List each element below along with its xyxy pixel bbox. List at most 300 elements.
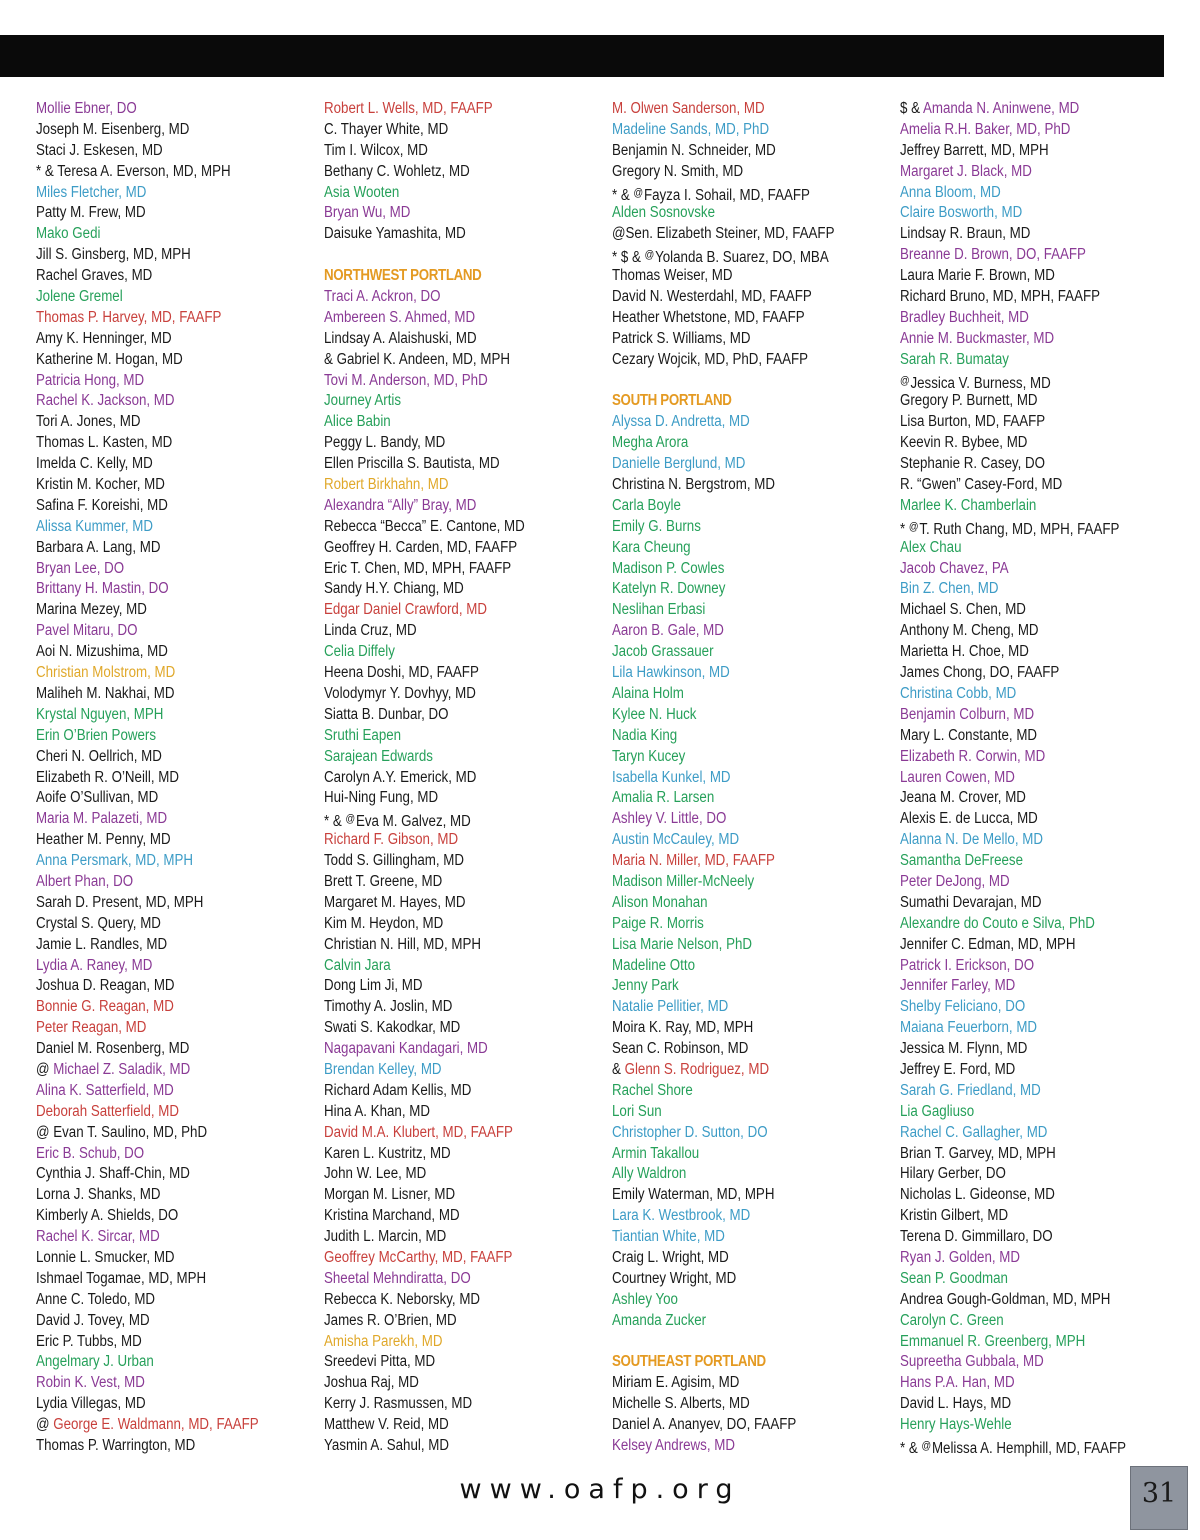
- member-name: Jennifer C. Edman, MD, MPH: [900, 935, 1076, 953]
- member-name: Tori A. Jones, MD: [36, 413, 141, 431]
- member-name: Timothy A. Joslin, MD: [324, 998, 453, 1016]
- member-name: Joshua Raj, MD: [324, 1374, 419, 1392]
- member-name: Emmanuel R. Greenberg, MPH: [900, 1332, 1086, 1350]
- section-spacer: [612, 1332, 857, 1353]
- member-name-entry: [612, 308, 857, 329]
- member-name: Crystal S. Query, MD: [36, 914, 161, 932]
- member-name-entry: [900, 1206, 1145, 1227]
- member-name-entry: [324, 287, 569, 308]
- member-name-entry: [36, 956, 281, 977]
- member-name-entry: [324, 412, 569, 433]
- member-name: Ashley Yoo: [612, 1290, 678, 1308]
- member-name-entry: [36, 935, 281, 956]
- member-name-entry: [36, 747, 281, 768]
- member-name-entry: [612, 1373, 857, 1394]
- member-name: Amanda Zucker: [612, 1311, 707, 1329]
- member-name-entry: [36, 496, 281, 517]
- member-name: Geoffrey H. Carden, MD, FAAFP: [324, 538, 518, 556]
- member-name: Gregory P. Burnett, MD: [900, 392, 1038, 410]
- member-name: John W. Lee, MD: [324, 1165, 427, 1183]
- member-name-entry: [36, 433, 281, 454]
- member-name: Aoife O’Sullivan, MD: [36, 789, 159, 807]
- member-name: Lydia Villegas, MD: [36, 1395, 146, 1413]
- page-number: 31: [1130, 1466, 1188, 1530]
- member-name: Yasmin A. Sahul, MD: [324, 1437, 449, 1454]
- member-name: Stephanie R. Casey, DO: [900, 455, 1045, 473]
- member-name-entry: [36, 1248, 281, 1269]
- member-name-entry: [612, 705, 857, 726]
- member-name-entry: [36, 726, 281, 747]
- section-heading: [612, 1352, 857, 1373]
- member-name-entry: [612, 1144, 857, 1165]
- member-name: Sarah G. Friedland, MD: [900, 1081, 1041, 1099]
- member-name: Albert Phan, DO: [36, 872, 134, 890]
- member-name-entry: [36, 308, 281, 329]
- member-name: Jeana M. Crover, MD: [900, 789, 1026, 807]
- member-name: Mollie Ebner, DO: [36, 100, 137, 117]
- member-name: Laura Marie F. Brown, MD: [900, 267, 1055, 285]
- member-name-entry: [36, 872, 281, 893]
- member-name-entry: [36, 475, 281, 496]
- member-name: Paige R. Morris: [612, 914, 704, 932]
- member-name: Lia Gagliuso: [900, 1102, 975, 1120]
- member-name: * & Teresa A. Everson, MD, MPH: [36, 162, 231, 180]
- member-column-2: [324, 99, 609, 1457]
- member-name-entry: [36, 245, 281, 266]
- member-name-entry: [324, 893, 569, 914]
- member-name: Morgan M. Lisner, MD: [324, 1186, 456, 1204]
- member-name: Rachel C. Gallagher, MD: [900, 1123, 1048, 1141]
- member-name-entry: [36, 1394, 281, 1415]
- member-name: & Gabriel K. Andeen, MD, MPH: [324, 350, 510, 368]
- member-name-entry: [324, 1373, 569, 1394]
- member-name: Rachel Shore: [612, 1081, 693, 1099]
- member-name: Andrea Gough-Goldman, MD, MPH: [900, 1290, 1111, 1308]
- section-spacer: [612, 371, 857, 392]
- member-name: Henry Hays-Wehle: [900, 1416, 1012, 1434]
- member-name: Jeffrey E. Ford, MD: [900, 1060, 1016, 1078]
- member-name-entry: [36, 287, 281, 308]
- member-name: Jacob Chavez, PA: [900, 559, 1009, 577]
- member-name: Sruthi Eapen: [324, 726, 402, 744]
- member-name-entry: [612, 747, 857, 768]
- member-name: Patricia Hong, MD: [36, 371, 145, 389]
- member-name-entry: [324, 538, 569, 559]
- member-name-entry: [900, 454, 1145, 475]
- section-heading-text: SOUTHEAST PORTLAND: [612, 1353, 766, 1371]
- member-name: Lindsay R. Braun, MD: [900, 225, 1031, 243]
- member-name-entry: [612, 1018, 857, 1039]
- member-name-entry: [324, 1018, 569, 1039]
- member-name: Claire Bosworth, MD: [900, 204, 1023, 222]
- member-name-entry: [612, 203, 857, 224]
- member-name: Kerry J. Rasmussen, MD: [324, 1395, 473, 1413]
- member-name: Danielle Berglund, MD: [612, 455, 746, 473]
- member-name: Amisha Parekh, MD: [324, 1332, 443, 1350]
- member-name: Madison P. Cowles: [612, 559, 725, 577]
- member-name: Brian T. Garvey, MD, MPH: [900, 1144, 1056, 1162]
- member-name-entry: [612, 99, 857, 120]
- member-name: Christopher D. Sutton, DO: [612, 1123, 768, 1141]
- member-name-entry: [36, 266, 281, 287]
- member-name: Eric B. Schub, DO: [36, 1144, 145, 1162]
- member-name: Volodymyr Y. Dovhyy, MD: [324, 684, 476, 702]
- member-name: Carolyn A.Y. Emerick, MD: [324, 768, 477, 786]
- website-url[interactable]: www.oafp.org: [459, 1474, 741, 1505]
- member-name: Robert L. Wells, MD, FAAFP: [324, 100, 493, 117]
- member-name-entry: [900, 1164, 1145, 1185]
- member-name-entry: [324, 120, 569, 141]
- member-name: Hina A. Khan, MD: [324, 1102, 430, 1120]
- member-name: Miriam E. Agisim, MD: [612, 1374, 740, 1392]
- member-name: Sheetal Mehndiratta, DO: [324, 1269, 471, 1287]
- member-name: Katherine M. Hogan, MD: [36, 350, 183, 368]
- member-name-entry: [612, 872, 857, 893]
- member-name-entry: [324, 141, 569, 162]
- member-name-entry: [612, 287, 857, 308]
- member-name: Rebecca “Becca” E. Cantone, MD: [324, 517, 525, 535]
- member-name: Margaret M. Hayes, MD: [324, 893, 466, 911]
- member-name-entry: [324, 1206, 569, 1227]
- member-name: James R. O’Brien, MD: [324, 1311, 457, 1329]
- member-name-entry: [900, 538, 1145, 559]
- member-name: Elizabeth R. O’Neill, MD: [36, 768, 179, 786]
- member-name-entry: [36, 162, 281, 183]
- member-name-entry: [900, 99, 1145, 120]
- member-name: Megha Arora: [612, 434, 689, 452]
- member-name-entry: [612, 1164, 857, 1185]
- member-name: Peter DeJong, MD: [900, 872, 1010, 890]
- member-name-entry: [36, 391, 281, 412]
- member-name: Alissa Kummer, MD: [36, 517, 154, 535]
- member-name-entry: [324, 475, 569, 496]
- member-name: Anthony M. Cheng, MD: [900, 622, 1039, 640]
- member-name-entry: [900, 224, 1145, 245]
- member-name-entry: [324, 329, 569, 350]
- member-name-entry: [324, 1039, 569, 1060]
- member-name: Thomas P. Warrington, MD: [36, 1437, 196, 1454]
- member-name: Safina F. Koreishi, MD: [36, 496, 168, 514]
- member-name: Christian Molstrom, MD: [36, 664, 176, 682]
- member-name-entry: [36, 350, 281, 371]
- member-name-entry: [36, 224, 281, 245]
- member-name-entry: [612, 663, 857, 684]
- member-name: Natalie Pellitier, MD: [612, 998, 729, 1016]
- member-name-entry: [612, 579, 857, 600]
- member-name-entry: [324, 454, 569, 475]
- member-name: Brittany H. Mastin, DO: [36, 580, 169, 598]
- member-name-entry: [900, 1269, 1145, 1290]
- member-name-entry: [900, 350, 1145, 371]
- member-name-entry: [900, 517, 1145, 538]
- member-name: Joshua D. Reagan, MD: [36, 977, 175, 995]
- member-name: Nagapavani Kandagari, MD: [324, 1040, 488, 1058]
- member-name-entry: [612, 621, 857, 642]
- member-name: Lauren Cowen, MD: [900, 768, 1015, 786]
- member-name-entry: [900, 412, 1145, 433]
- member-name: Craig L. Wright, MD: [612, 1248, 729, 1266]
- member-name-entry: [324, 391, 569, 412]
- member-name: Bradley Buchheit, MD: [900, 308, 1029, 326]
- member-name: Sumathi Devarajan, MD: [900, 893, 1042, 911]
- member-name: Nicholas L. Gideonse, MD: [900, 1186, 1055, 1204]
- member-name: Tiantian White, MD: [612, 1228, 725, 1246]
- member-name-entry: [324, 809, 569, 830]
- member-name-entry: [612, 1206, 857, 1227]
- member-name: Journey Artis: [324, 392, 402, 410]
- member-name: Jessica V. Burness, MD: [910, 374, 1051, 392]
- member-name-entry: [36, 1373, 281, 1394]
- member-name: Kristin Gilbert, MD: [900, 1207, 1009, 1225]
- member-name-entry: [612, 1290, 857, 1311]
- member-name-entry: [900, 1248, 1145, 1269]
- member-name-entry: [324, 788, 569, 809]
- member-name-entry: [900, 1332, 1145, 1353]
- member-name-entry: [324, 830, 569, 851]
- member-name: Eric P. Tubbs, MD: [36, 1332, 142, 1350]
- member-name: Rachel K. Jackson, MD: [36, 392, 175, 410]
- member-name: Eva M. Galvez, MD: [355, 813, 471, 831]
- member-name-entry: [36, 1290, 281, 1311]
- member-name-entry: [612, 1185, 857, 1206]
- member-name-entry: [900, 1018, 1145, 1039]
- member-name-entry: [900, 809, 1145, 830]
- member-name: Rebecca K. Neborsky, MD: [324, 1290, 481, 1308]
- member-marker-symbols: $ &: [900, 100, 923, 117]
- member-name: Rachel Graves, MD: [36, 267, 153, 285]
- member-name-entry: [324, 1060, 569, 1081]
- member-name: Geoffrey McCarthy, MD, FAAFP: [324, 1248, 513, 1266]
- member-name-entry: [612, 559, 857, 580]
- member-column-1: [36, 99, 321, 1457]
- member-name-entry: [900, 997, 1145, 1018]
- member-name: Kara Cheung: [612, 538, 691, 556]
- member-name: Alexandra “Ally” Bray, MD: [324, 496, 477, 514]
- member-name: Lara K. Westbrook, MD: [612, 1207, 751, 1225]
- member-name-entry: [36, 1206, 281, 1227]
- member-name: Neslihan Erbasi: [612, 601, 706, 619]
- member-name: Madeline Sands, MD, PhD: [612, 120, 770, 138]
- member-name: Daniel M. Rosenberg, MD: [36, 1040, 190, 1058]
- member-name-entry: [900, 747, 1145, 768]
- member-name: Marina Mezey, MD: [36, 601, 147, 619]
- member-name-entry: [324, 517, 569, 538]
- member-name: Alanna N. De Mello, MD: [900, 831, 1043, 849]
- member-name-entry: [36, 1185, 281, 1206]
- member-name: @Sen. Elizabeth Steiner, MD, FAAFP: [612, 225, 835, 243]
- member-name: Kelsey Andrews, MD: [612, 1437, 735, 1454]
- member-name-entry: [612, 475, 857, 496]
- member-name: Alina K. Satterfield, MD: [36, 1081, 174, 1099]
- member-name-entry: [612, 1311, 857, 1332]
- member-name-entry: [900, 1290, 1145, 1311]
- member-name: Sreedevi Pitta, MD: [324, 1353, 436, 1371]
- member-name-entry: [612, 412, 857, 433]
- member-name: Yolanda B. Suarez, DO, MBA: [655, 249, 829, 267]
- member-name: Todd S. Gillingham, MD: [324, 852, 465, 870]
- member-name: Daisuke Yamashita, MD: [324, 225, 466, 243]
- member-name: Amelia R.H. Baker, MD, PhD: [900, 120, 1071, 138]
- member-name-entry: [324, 579, 569, 600]
- member-name-entry: [900, 496, 1145, 517]
- member-name-entry: [900, 183, 1145, 204]
- member-name-entry: [324, 621, 569, 642]
- member-name: Ryan J. Golden, MD: [900, 1248, 1021, 1266]
- at-sign-marker: @: [908, 520, 919, 533]
- member-name: Patrick I. Erickson, DO: [900, 956, 1035, 974]
- member-name: Patty M. Frew, MD: [36, 204, 146, 222]
- member-name-entry: [900, 788, 1145, 809]
- member-name: Brett T. Greene, MD: [324, 872, 443, 890]
- member-marker-symbols: @: [36, 1416, 54, 1434]
- member-name: Tim I. Wilcox, MD: [324, 141, 428, 159]
- member-name-entry: [324, 308, 569, 329]
- member-name: Ashley V. Little, DO: [612, 810, 727, 828]
- member-name-entry: [36, 684, 281, 705]
- member-name: Peggy L. Bandy, MD: [324, 434, 446, 452]
- member-marker-symbols: * &: [900, 1440, 922, 1457]
- member-name-entry: [36, 329, 281, 350]
- member-name: Robin K. Vest, MD: [36, 1374, 145, 1392]
- member-name: Annie M. Buckmaster, MD: [900, 329, 1055, 347]
- member-name-entry: [324, 1123, 569, 1144]
- member-name: Glenn S. Rodriguez, MD: [624, 1060, 770, 1078]
- member-name-entry: [900, 851, 1145, 872]
- member-name: Marietta H. Choe, MD: [900, 643, 1029, 661]
- member-name: Erin O’Brien Powers: [36, 726, 157, 744]
- member-name: Barbara A. Lang, MD: [36, 538, 161, 556]
- member-name-entry: [900, 935, 1145, 956]
- member-name-entry: [324, 997, 569, 1018]
- member-name-entry: [612, 914, 857, 935]
- member-name: Tovi M. Anderson, MD, PhD: [324, 371, 488, 389]
- member-name-entry: [612, 1394, 857, 1415]
- member-name: Madison Miller-McNeely: [612, 872, 755, 890]
- member-name-entry: [36, 559, 281, 580]
- member-name-entry: [900, 1227, 1145, 1248]
- member-name: Christian N. Hill, MD, MPH: [324, 935, 482, 953]
- member-column-4: [900, 99, 1185, 1457]
- member-name: Deborah Satterfield, MD: [36, 1102, 180, 1120]
- member-name: Marlee K. Chamberlain: [900, 496, 1037, 514]
- member-name: Kim M. Heydon, MD: [324, 914, 444, 932]
- member-name-entry: [36, 1060, 281, 1081]
- member-name: Samantha DeFreese: [900, 852, 1024, 870]
- member-name: Asia Wooten: [324, 183, 400, 201]
- member-name: Isabella Kunkel, MD: [612, 768, 731, 786]
- member-name-entry: [900, 642, 1145, 663]
- member-name-entry: [612, 1269, 857, 1290]
- member-name: Margaret J. Black, MD: [900, 162, 1032, 180]
- member-name: David N. Westerdahl, MD, FAAFP: [612, 288, 812, 306]
- member-name: Breanne D. Brown, DO, FAAFP: [900, 246, 1086, 264]
- member-marker-symbols: @: [36, 1123, 54, 1141]
- member-name: Sarah D. Present, MD, MPH: [36, 893, 204, 911]
- member-name: Lila Hawkinson, MD: [612, 664, 730, 682]
- member-name: Armin Takallou: [612, 1144, 700, 1162]
- member-name: Lindsay A. Alaishuski, MD: [324, 329, 477, 347]
- member-name-entry: [900, 600, 1145, 621]
- member-name-entry: [324, 1436, 569, 1457]
- member-name: Elizabeth R. Corwin, MD: [900, 747, 1046, 765]
- member-name-entry: [900, 245, 1145, 266]
- member-name: Ambereen S. Ahmed, MD: [324, 308, 476, 326]
- member-name: Hilary Gerber, DO: [900, 1165, 1006, 1183]
- at-sign-marker: @: [900, 374, 910, 387]
- member-marker-symbols: * &: [612, 186, 634, 204]
- member-name: Keevin R. Bybee, MD: [900, 434, 1028, 452]
- member-name-entry: [612, 1060, 857, 1081]
- member-name-entry: [324, 1227, 569, 1248]
- member-name: Daniel A. Ananyev, DO, FAAFP: [612, 1416, 797, 1434]
- member-name: Krystal Nguyen, MPH: [36, 705, 164, 723]
- member-name: Michelle S. Alberts, MD: [612, 1395, 750, 1413]
- member-name: C. Thayer White, MD: [324, 120, 449, 138]
- member-name-entry: [324, 600, 569, 621]
- member-name: Sandy H.Y. Chiang, MD: [324, 580, 464, 598]
- member-name: Evan T. Saulino, MD, PhD: [53, 1123, 208, 1141]
- member-name: Linda Cruz, MD: [324, 622, 417, 640]
- member-name-entry: [900, 287, 1145, 308]
- member-name-entry: [36, 99, 281, 120]
- section-heading-text: SOUTH PORTLAND: [612, 392, 732, 410]
- member-name-entry: [324, 371, 569, 392]
- member-name: Alice Babin: [324, 413, 391, 431]
- member-marker-symbols: * $ &: [612, 249, 645, 267]
- member-name: Terena D. Gimmillaro, DO: [900, 1228, 1053, 1246]
- member-name-entry: [900, 1352, 1145, 1373]
- member-name: Heena Doshi, MD, FAAFP: [324, 664, 479, 682]
- member-name-entry: [36, 1269, 281, 1290]
- member-name-entry: [900, 1373, 1145, 1394]
- member-name-entry: [36, 809, 281, 830]
- member-name-entry: [612, 162, 857, 183]
- member-name: Alexandre do Couto e Silva, PhD: [900, 914, 1095, 932]
- member-name-entry: [612, 642, 857, 663]
- member-name-entry: [900, 1394, 1145, 1415]
- member-name: Hui-Ning Fung, MD: [324, 789, 439, 807]
- member-name: Anna Bloom, MD: [900, 183, 1001, 201]
- member-name: Robert Birkhahn, MD: [324, 476, 449, 494]
- member-name-entry: [900, 266, 1145, 287]
- member-name-entry: [612, 120, 857, 141]
- member-name-entry: [900, 621, 1145, 642]
- member-name-entry: [612, 956, 857, 977]
- member-name: Alden Sosnovske: [612, 204, 716, 222]
- member-name-entry: [36, 851, 281, 872]
- member-name: Kristin M. Kocher, MD: [36, 476, 165, 494]
- member-name: Alyssa D. Andretta, MD: [612, 413, 750, 431]
- member-name-entry: [324, 203, 569, 224]
- member-name: Swati S. Kakodkar, MD: [324, 1019, 461, 1037]
- member-name-entry: [612, 329, 857, 350]
- member-name-entry: [612, 454, 857, 475]
- member-name-entry: [612, 768, 857, 789]
- member-name: Bryan Lee, DO: [36, 559, 125, 577]
- member-name: Amy K. Henninger, MD: [36, 329, 172, 347]
- member-name-entry: [324, 935, 569, 956]
- member-name-entry: [36, 454, 281, 475]
- member-name-entry: [900, 956, 1145, 977]
- at-sign-marker: @: [644, 249, 655, 262]
- member-name: Michael S. Chen, MD: [900, 601, 1026, 619]
- section-heading-text: NORTHWEST PORTLAND: [324, 267, 482, 285]
- member-name-entry: [324, 1352, 569, 1373]
- member-name-entry: [900, 914, 1145, 935]
- member-name-entry: [36, 600, 281, 621]
- member-name-entry: [900, 684, 1145, 705]
- member-name-entry: [324, 1311, 569, 1332]
